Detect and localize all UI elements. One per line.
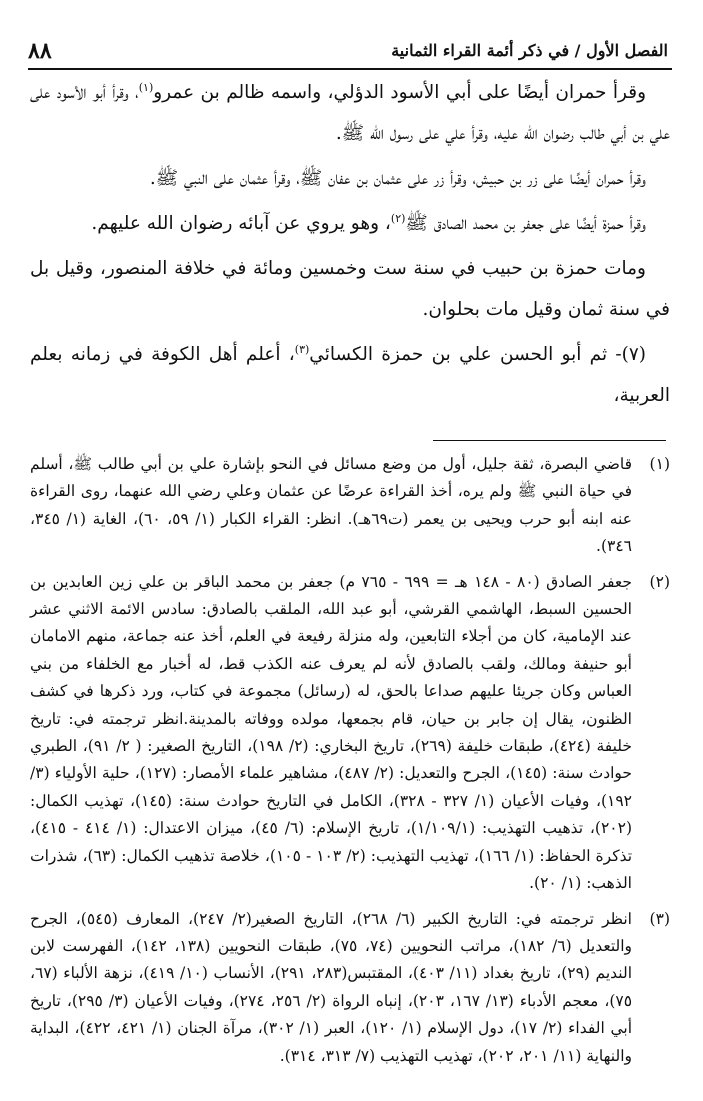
paragraph-text: وقرأ حمزة أيضًا على جعفر بن محمد الصادق ﷺ: [405, 213, 646, 234]
footnotes: [30, 451, 670, 1070]
footnote: [30, 906, 670, 1070]
footnote-text: جعفر الصادق (٨٠ - ١٤٨ هـ = ٦٩٩ - ٧٦٥ م) جعفر بن محمد الباقر بن علي زين العابدين بن الحسين السبط، الهاشمي القرشي، أبو عبد الله، الملقب بالصادق: سادس الائمة الاثني عشر عند الإمامية، كان من أجلاء التابعين، وله منزلة رفيعة في العلم، أخذ عنه جماعة، منهم الامامان أبو حنيفة ومالك، ولقب بالصادق لأنه لم يعرف عنه الكذب قط، له أخبار مع الخلفاء من بني العباس وكان جريئا عليهم صداعا بالحق، له (رسائل) مجموعة في كتاب، ورد ذكرها في كشف الظنون، يقال إن جابر بن حيان، قام بجمعها، مولده ووفاته بالمدينة.انظر ترجمته في: تاريخ خليفة (٤٢٤)، طبقات خليفة (٢٦٩)، تاريخ البخاري: (٢/ ١٩٨)، التاريخ الصغير: ( ٢/ ٩١)، الطبري حوادث سنة: (١٤٥)، الجرح والتعديل: (٢/ ٤٨٧)، مشاهير علماء الأمصار: (١٢٧)، حلية الأولياء (٣/ ١٩٢)، وفيات الأعيان (١/ ٣٢٧ - ٣٢٨)، الكامل في التاريخ حوادث سنة: (١٤٥)، تهذيب الكمال: (٢٠٢)، تذهيب التهذيب: (١/١٠٩/١)، تاريخ الإسلام: (٦/ ٤٥)، ميزان الاعتدال: (١/ ٤١٤ - ٤١٥)، تذكرة الحفاظ: (١/ ١٦٦)، تهذيب التهذيب: (٢/ ١٠٣ - ١٠٥)، خلاصة تذهيب الكمال: (٦٣)، شذرات الذهب: (١/ ٢٠).: [30, 572, 633, 893]
paragraph: [30, 334, 670, 416]
chapter-title: الفصل الأول / في ذكر أئمة القراء الثمانية: [391, 41, 668, 60]
running-header: [28, 36, 668, 66]
paragraph: [30, 248, 670, 330]
footnote: [30, 451, 670, 561]
footnote-number: (١): [649, 455, 670, 473]
footnote-number: (٢): [649, 572, 670, 591]
footnote-separator: [433, 440, 666, 441]
paragraph: [30, 203, 670, 244]
paragraph-text: (٧)- ثم أبو الحسن علي بن حمزة الكسائي: [309, 344, 646, 365]
footnote-ref: (١): [138, 80, 154, 94]
footnote-text: قاضي البصرة، ثقة جليل، أول من وضع مسائل في النحو بإشارة علي بن أبي طالب ﷺ، أسلم في حياة النبي ﷺ ولم يره، أخذ القراءة عرضًا عن عثمان وعلي رضي الله عنهما، روى القراءة عنه ابنه أبو حرب ويحيى بن يعمر (ت٦٩هـ). انظر: القراء الكبار (١/ ٥٩، ٦٠)، الغاية (١/ ٣٤٥، ٣٤٦).: [30, 455, 632, 556]
footnote-ref: (٣): [294, 342, 310, 356]
footnote-ref: (٢): [390, 211, 406, 225]
paragraph-text: ، وهو يروي عن آبائه رضوان الله عليهم.: [91, 213, 391, 234]
footnote-number: (٣): [649, 909, 670, 928]
paragraph-text: ، وقرأ أبو الأسود على علي بن أبي طالب رضوان الله عليه، وقرأ علي على رسول الله ﷺ.: [30, 82, 670, 144]
paragraph-text: وقرأ حمران أيضًا على زر بن حبيش، وقرأ زر على عثمان بن عفان ﷺ، وقرأ عثمان على النبي ﷺ.: [149, 168, 646, 189]
paragraph-text: ، أعلم أهل الكوفة في زمانه بعلم العربية،: [30, 344, 670, 406]
paragraph-text: ومات حمزة بن حبيب في سنة ست وخمسين ومائة في خلافة المنصور، وقيل بل في سنة ثمان وقيل مات بحلوان.: [30, 258, 670, 320]
paragraph: [30, 72, 670, 154]
paragraph: [30, 158, 670, 199]
header-rule: [28, 68, 672, 70]
page-number: ٨٨: [28, 38, 52, 64]
main-text: [30, 72, 670, 416]
paragraph-text: وقرأ حمران أيضًا على أبي الأسود الدؤلي، واسمه ظالم بن عمرو: [153, 82, 646, 103]
footnote-text: انظر ترجمته في: التاريخ الكبير (٦/ ٢٦٨)، التاريخ الصغير(٢/ ٢٤٧)، المعارف (٥٤٥)، الجرح والتعديل (٦/ ١٨٢)، مراتب النحويين (٧٤، ٧٥)، طبقات النحويين (١٣٨، ١٤٢)، الفهرست لابن النديم (٢٩)، تاريخ بغداد (١١/ ٤٠٣)، المقتبس(٢٨٣، ٢٩١)، الأنساب (١٠/ ٤١٩)، نزهة الألباء (٦٧، ٧٥)، معجم الأدباء (١٣/ ١٦٧، ٢٠٣)، إنباه الرواة (٢/ ٢٥٦، ٢٧٤)، وفيات الأعيان (٣/ ٢٩٥)، تاريخ أبي الفداء (٢/ ١٧)، دول الإسلام (١/ ١٢٠)، العبر (١/ ٣٠٢)، مرآة الجنان (١/ ٤٢١، ٤٢٢)، البداية والنهاية (١١/ ٢٠١، ٢٠٢)، تهذيب التهذيب (٧/ ٣١٣، ٣١٤).: [30, 909, 633, 1065]
footnote: [30, 569, 670, 898]
